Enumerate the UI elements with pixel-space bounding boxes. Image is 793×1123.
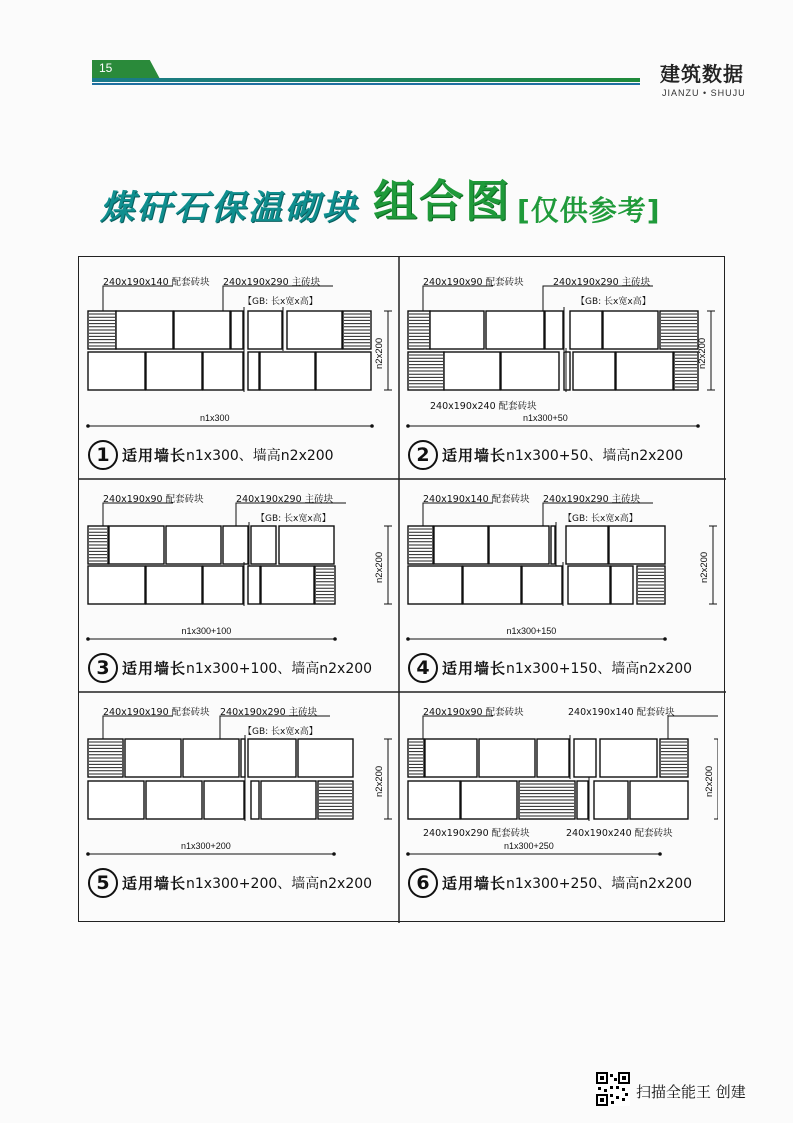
- main-block: [251, 781, 259, 819]
- main-block: [611, 566, 633, 604]
- main-block: [166, 526, 221, 564]
- caption-prefix: 适用墙长: [442, 874, 507, 893]
- block-label-b: 240x190x290 主砖块: [220, 707, 318, 718]
- main-block: [248, 739, 296, 777]
- panel-5: [78, 691, 398, 922]
- title-part-3: [仅供参考]: [517, 194, 661, 227]
- dimension-height: n2x200: [699, 551, 710, 583]
- block-label-d: 240x190x240 配套砖块: [566, 828, 673, 839]
- panel-number-badge: 6: [408, 868, 438, 898]
- main-block: [463, 566, 521, 604]
- block-label-b: 240x190x290 主砖块: [223, 277, 321, 288]
- dimension-length: n1x300+150: [506, 626, 557, 636]
- main-block: [574, 739, 596, 777]
- main-block: [261, 781, 316, 819]
- main-block: [501, 352, 559, 390]
- caption-dimensions: n1x300、墙高n2x200: [186, 448, 334, 464]
- main-block: [577, 781, 588, 819]
- main-block: [603, 311, 658, 349]
- panel-number-badge: 5: [88, 868, 118, 898]
- main-block: [279, 526, 334, 564]
- main-block: [522, 566, 562, 604]
- main-block: [183, 739, 239, 777]
- block-label-b: 240x190x140 配套砖块: [568, 707, 675, 718]
- panel-caption: [408, 868, 692, 898]
- main-block: [408, 781, 460, 819]
- panel-caption: [408, 440, 683, 470]
- panel-caption: [88, 868, 372, 898]
- header-rule-thin: [92, 83, 640, 85]
- panel-2: [398, 256, 718, 478]
- main-block: [600, 739, 657, 777]
- caption-prefix: 适用墙长: [122, 659, 187, 678]
- gb-note: 【GB: 长x宽x高】: [243, 297, 318, 307]
- main-block: [109, 526, 164, 564]
- main-block: [248, 352, 259, 390]
- caption-prefix: 适用墙长: [122, 446, 187, 465]
- main-block: [609, 526, 665, 564]
- main-block: [88, 781, 144, 819]
- gb-note: 【GB: 长x宽x高】: [256, 514, 331, 524]
- title-part-1: 煤矸石保温砌块: [100, 188, 359, 228]
- main-block: [594, 781, 628, 819]
- panel-caption: [88, 440, 334, 470]
- main-block: [88, 566, 145, 604]
- main-block: [630, 781, 688, 819]
- main-block: [287, 311, 342, 349]
- panel-3: [78, 478, 398, 691]
- caption-dimensions: n1x300+100、墙高n2x200: [186, 661, 373, 677]
- main-block: [316, 352, 371, 390]
- caption-dimensions: n1x300+250、墙高n2x200: [506, 876, 693, 892]
- main-block: [88, 352, 145, 390]
- block-label-a: 240x190x140 配套砖块: [423, 494, 530, 505]
- main-block: [408, 566, 462, 604]
- caption-prefix: 适用墙长: [122, 874, 187, 893]
- caption-dimensions: n1x300+200、墙高n2x200: [186, 876, 373, 892]
- panel-caption: [408, 653, 692, 683]
- qr-code-icon: [596, 1072, 630, 1106]
- dimension-height: n2x200: [697, 337, 708, 369]
- dimension-length: n1x300+100: [181, 626, 232, 636]
- dimension-height: n2x200: [374, 551, 385, 583]
- dimension-height: n2x200: [374, 337, 385, 369]
- block-label-a: 240x190x90 配套砖块: [103, 494, 204, 505]
- dimension-length: n1x300+50: [523, 413, 568, 423]
- main-block: [231, 311, 243, 349]
- main-block: [573, 352, 615, 390]
- dimension-height: n2x200: [374, 765, 385, 797]
- block-label-b: 240x190x290 主砖块: [543, 494, 641, 505]
- main-block: [204, 781, 244, 819]
- main-block: [479, 739, 535, 777]
- panel-caption: [88, 653, 372, 683]
- header-rule: [92, 78, 640, 82]
- main-block: [146, 781, 202, 819]
- panel-1: [78, 256, 398, 478]
- main-block: [146, 352, 202, 390]
- panel-number-badge: 1: [88, 440, 118, 470]
- main-block: [430, 311, 484, 349]
- main-block: [260, 352, 315, 390]
- main-block: [570, 311, 602, 349]
- main-block: [223, 526, 248, 564]
- main-block: [125, 739, 181, 777]
- main-block: [551, 526, 555, 564]
- title-part-2: 组合图: [373, 176, 511, 227]
- dimension-height: n2x200: [704, 765, 715, 797]
- main-block: [261, 566, 314, 604]
- block-label-a: 240x190x140 配套砖块: [103, 277, 210, 288]
- main-block: [461, 781, 517, 819]
- main-block: [203, 566, 243, 604]
- main-block: [444, 352, 500, 390]
- panel-6: [398, 691, 718, 922]
- main-block: [248, 311, 282, 349]
- main-block: [537, 739, 569, 777]
- dimension-length: n1x300: [200, 413, 230, 423]
- watermark-text: 扫描全能王 创建: [636, 1083, 746, 1101]
- main-block: [566, 526, 608, 564]
- main-block: [248, 566, 260, 604]
- block-label-a: 240x190x90 配套砖块: [423, 277, 524, 288]
- main-block: [116, 311, 173, 349]
- main-block: [298, 739, 353, 777]
- main-block: [486, 311, 544, 349]
- panel-4: [398, 478, 718, 691]
- section-title: 建筑数据: [660, 62, 744, 86]
- gb-note: 【GB: 长x宽x高】: [243, 727, 318, 737]
- main-block: [564, 352, 570, 390]
- dimension-length: n1x300+250: [504, 841, 554, 851]
- main-block: [174, 311, 230, 349]
- block-label-b: 240x190x290 主砖块: [236, 494, 334, 505]
- panel-number-badge: 3: [88, 653, 118, 683]
- block-label-a: 240x190x190 配套砖块: [103, 707, 210, 718]
- block-label-a: 240x190x90 配套砖块: [423, 707, 524, 718]
- main-block: [568, 566, 610, 604]
- main-block: [616, 352, 673, 390]
- scanner-watermark: [596, 1072, 771, 1108]
- panel-number-badge: 2: [408, 440, 438, 470]
- page-title: [100, 165, 700, 228]
- caption-dimensions: n1x300+50、墙高n2x200: [506, 448, 684, 464]
- main-block: [489, 526, 549, 564]
- block-label-c: 240x190x240 配套砖块: [430, 401, 537, 412]
- panel-number-badge: 4: [408, 653, 438, 683]
- block-label-b: 240x190x290 主砖块: [553, 277, 651, 288]
- gb-note: 【GB: 长x宽x高】: [563, 514, 638, 524]
- main-block: [545, 311, 563, 349]
- main-block: [251, 526, 276, 564]
- main-block: [146, 566, 202, 604]
- page-number: 15: [99, 61, 113, 75]
- gb-note: 【GB: 长x宽x高】: [576, 297, 651, 307]
- caption-prefix: 适用墙长: [442, 446, 507, 465]
- main-block: [434, 526, 488, 564]
- section-subtitle: JIANZU • SHUJU: [662, 88, 746, 98]
- block-label-c: 240x190x290 配套砖块: [423, 828, 530, 839]
- caption-prefix: 适用墙长: [442, 659, 507, 678]
- caption-dimensions: n1x300+150、墙高n2x200: [506, 661, 693, 677]
- main-block: [425, 739, 477, 777]
- main-block: [241, 739, 245, 777]
- main-block: [203, 352, 243, 390]
- dimension-length: n1x300+200: [181, 841, 231, 851]
